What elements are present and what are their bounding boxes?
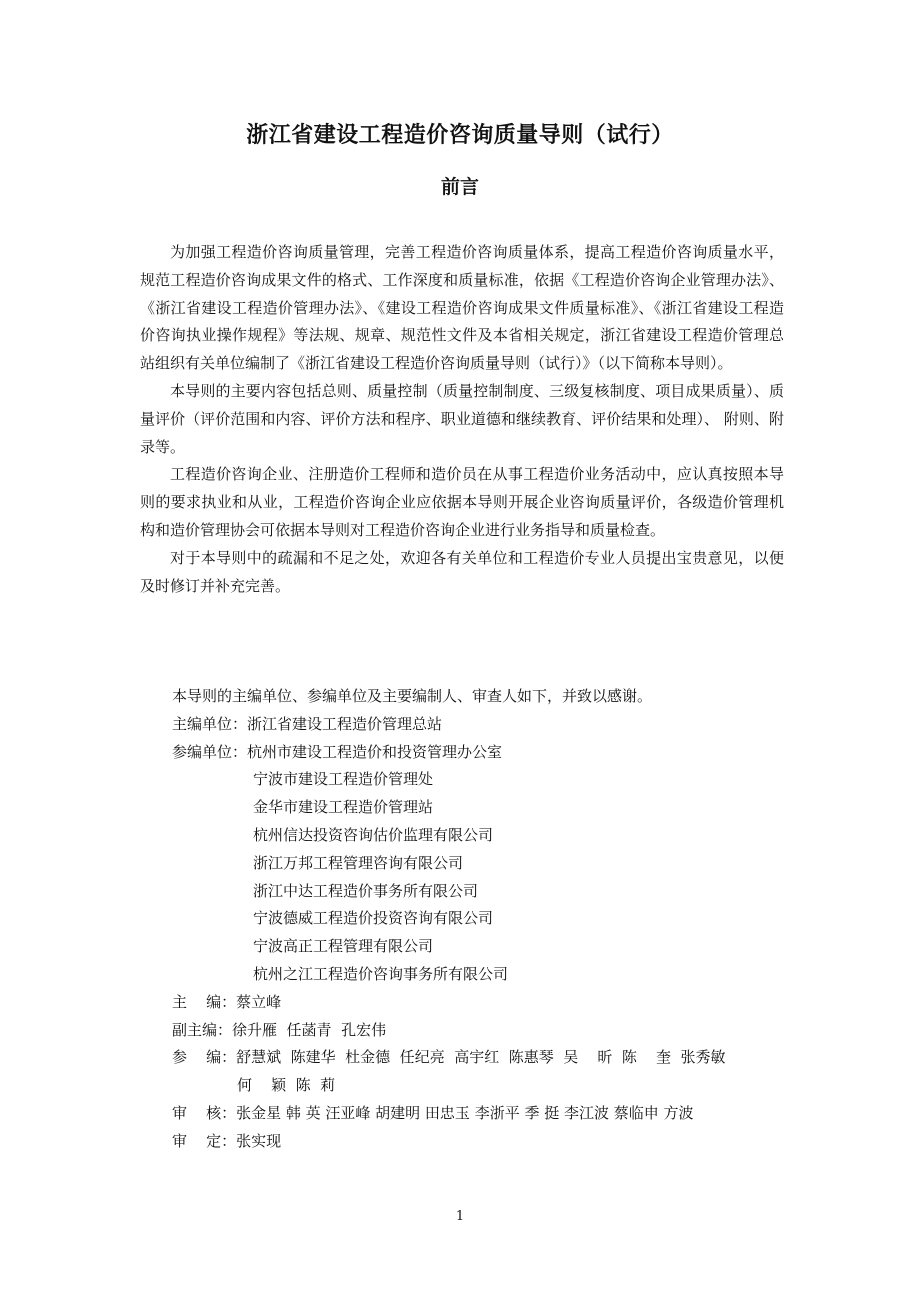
editor-line <box>140 989 784 1017</box>
section-heading-preface: 前言 <box>440 176 479 198</box>
paragraph: 工程造价咨询企业、注册造价工程师和造价员在从事工程造价业务活动中，应认真按照本导则的要求执业和从业，工程造价咨询企业应依据本导则开展企业咨询质量评价，各级造价管理机构和造价管理协会可依据本导则对工程造价咨询企业进行业务指导和质量检查。 <box>140 465 784 539</box>
approver-value: 张实现 <box>236 1131 282 1150</box>
paragraph: 本导则的主要内容包括总则、质量控制（质量控制制度、三级复核制度、项目成果质量）、质量评价（评价范围和内容、评价方法和程序、职业道德和继续教育、评价结果和处理）、 附则、附录等。 <box>140 381 784 456</box>
credits-section <box>140 683 784 1156</box>
paragraph: 对于本导则中的疏漏和不足之处，欢迎各有关单位和工程造价专业人员提出宝贵意见，以便及时修订并补充完善。 <box>140 548 784 595</box>
participating-unit: 宁波德威工程造价投资咨询有限公司 <box>253 909 494 928</box>
participating-unit: 浙江万邦工程管理咨询有限公司 <box>253 853 464 872</box>
deputy-editors-line <box>140 1017 784 1045</box>
participating-unit: 杭州信达投资咨询估价监理有限公司 <box>253 825 494 844</box>
contributors-continuation: 何 颖 陈 莉 <box>237 1076 336 1095</box>
reviewers-value: 张金星 韩 英 汪亚峰 胡建明 田忠玉 李浙平 季 挺 李江波 蔡临申 方波 <box>236 1103 694 1122</box>
reviewers-label: 审 核： <box>172 1103 237 1122</box>
preface-body <box>140 239 784 600</box>
participating-unit: 浙江中达工程造价事务所有限公司 <box>253 881 479 900</box>
contributors-label: 参 编： <box>172 1048 237 1067</box>
participating-unit: 宁波市建设工程造价管理处 <box>253 770 434 789</box>
paragraph: 为加强工程造价咨询质量管理，完善工程造价咨询质量体系，提高工程造价咨询质量水平，规范工程造价咨询成果文件的格式、工作深度和质量标准，依据《工程造价咨询企业管理办法》、《浙江省建设工程造价管理办法》、《建设工程造价咨询成果文件质量标准》、《浙江省建设工程造价咨询执业操作规程》等法规、规章、规范性文件及本省相关规定，浙江省建设工程造价管理总站组织有关单位编制了《浙江省建设工程造价咨询质量导则（试行）》（以下简称本导则）。 <box>140 243 784 373</box>
contributors-line <box>140 1044 784 1072</box>
credits-intro: 本导则的主编单位、参编单位及主要编制人、审查人如下，并致以感谢。 <box>172 687 653 705</box>
participating-unit: 杭州市建设工程造价和投资管理办公室 <box>247 742 503 761</box>
chief-unit-value: 浙江省建设工程造价管理总站 <box>247 714 443 733</box>
page-number: 1 <box>455 1209 465 1224</box>
participating-units-line <box>140 739 784 767</box>
participating-units-label: 参编单位： <box>172 742 248 761</box>
participating-unit: 金华市建设工程造价管理站 <box>253 798 434 817</box>
chief-unit-label: 主编单位： <box>172 714 248 733</box>
approver-label: 审 定： <box>172 1131 237 1150</box>
editor-label: 主 编： <box>172 992 237 1011</box>
editor-value: 蔡立峰 <box>236 992 282 1011</box>
contributors-value: 舒慧斌 陈建华 杜金德 任纪亮 高宇红 陈惠琴 吴 昕 陈 奎 张秀敏 <box>236 1048 726 1067</box>
deputy-editors-label: 副主编： <box>172 1020 233 1039</box>
document-title: 浙江省建设工程造价咨询质量导则（试行） <box>246 123 674 148</box>
reviewers-line <box>140 1100 784 1128</box>
participating-units-list <box>140 766 784 988</box>
chief-unit-line <box>140 711 784 739</box>
deputy-editors-value: 徐升雁 任菡青 孔宏伟 <box>232 1020 387 1039</box>
participating-unit: 杭州之江工程造价咨询事务所有限公司 <box>253 964 509 983</box>
approver-line <box>140 1128 784 1156</box>
participating-unit: 宁波高正工程管理有限公司 <box>253 937 434 956</box>
